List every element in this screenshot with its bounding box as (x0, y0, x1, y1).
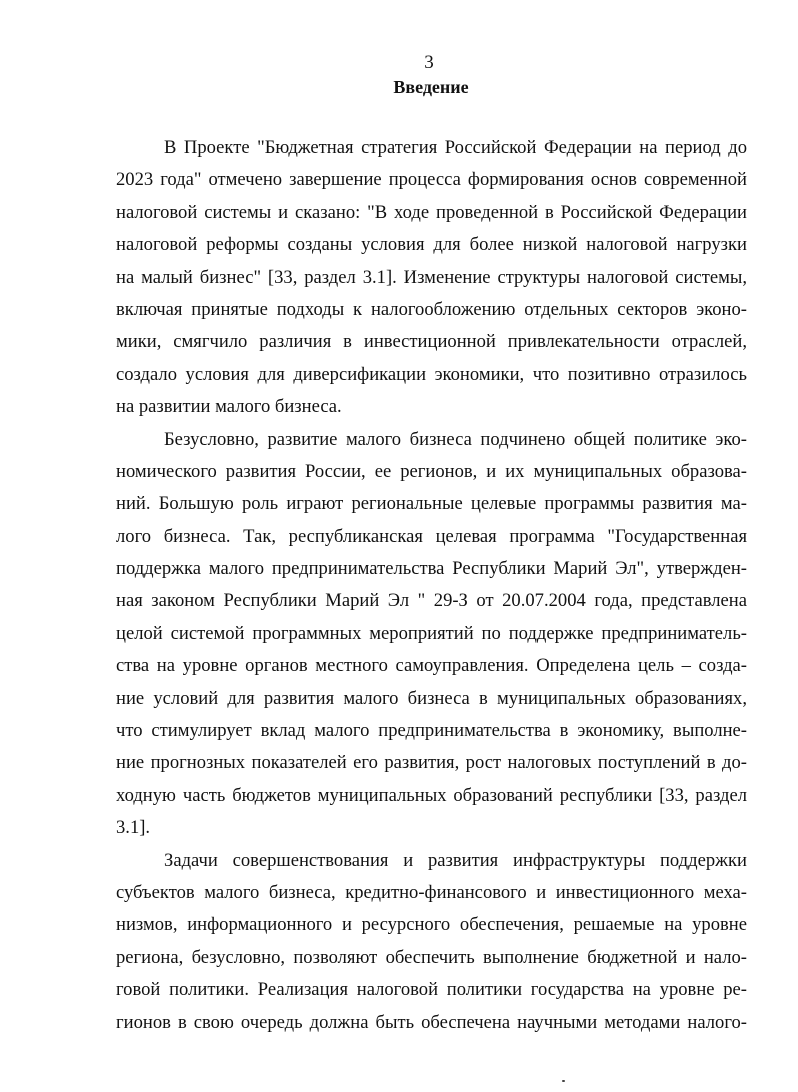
text-line: региона, безусловно, позволяют обеспечить выполнение бюджетной и нало- (116, 946, 747, 968)
text-line: мики, смягчило различия в инвестиционной привлекательности отраслей, (116, 331, 747, 353)
text-line: Безусловно, развитие малого бизнеса подчинено общей политике эко- (164, 428, 747, 450)
section-heading: Введение (393, 77, 469, 97)
text-line: 2023 года" отмечено завершение процесса формирования основ современной (116, 169, 747, 191)
text-line: гионов в свою очередь должна быть обеспечена научными методами налого- (116, 1011, 747, 1033)
text-line: целой системой программных мероприятий по поддержке предприниматель- (116, 622, 747, 644)
text-line: на малый бизнес" [33, раздел 3.1]. Изменение структуры налоговой системы, (116, 266, 747, 288)
text-line: субъектов малого бизнеса, кредитно-финансового и инвестиционного меха- (116, 881, 747, 903)
paragraph-1 (116, 132, 747, 424)
text-line: на развитии малого бизнеса. (116, 396, 342, 418)
text-line: Задачи совершенствования и развития инфраструктуры поддержки (164, 849, 747, 871)
text-line: ства на уровне органов местного самоуправления. Определена цель – созда- (116, 655, 747, 677)
text-line: что стимулирует вклад малого предпринимательства в экономику, выполне- (116, 720, 747, 742)
text-line: говой политики. Реализация налоговой политики государства на уровне ре- (116, 979, 747, 1001)
text-line: В Проекте "Бюджетная стратегия Российской Федерации на период до (164, 137, 747, 158)
text-line: ная законом Республики Марий Эл " 29-З от 20.07.2004 года, представлена (116, 590, 747, 612)
text-line: ние условий для развития малого бизнеса в муниципальных образованиях, (116, 687, 747, 709)
text-line: ходную часть бюджетов муниципальных образований республики [33, раздел (116, 784, 747, 806)
text-line: 3.1]. (116, 817, 151, 839)
text-line: включая принятые подходы к налогообложению отдельных секторов эконо- (116, 298, 747, 320)
scan-speck (562, 1080, 565, 1082)
text-line: поддержка малого предпринимательства Республики Марий Эл", утвержден- (116, 558, 747, 580)
paragraph-3 (116, 845, 747, 1039)
text-line: лого бизнеса. Так, республиканская целевая программа "Государственная (116, 525, 747, 547)
page-number: 3 (424, 52, 434, 73)
body-text (116, 132, 747, 1039)
text-line: ний. Большую роль играют региональные целевые программы развития ма- (116, 493, 747, 515)
text-line: номического развития России, ее регионов, и их муниципальных образова- (116, 460, 747, 482)
text-line: низмов, информационного и ресурсного обеспечения, решаемые на уровне (116, 914, 747, 936)
text-line: налоговой реформы созданы условия для более низкой налоговой нагрузки (116, 234, 747, 256)
text-line: создало условия для диверсификации экономики, что позитивно отразилось (116, 363, 747, 385)
text-line: налоговой системы и сказано: "В ходе проведенной в Российской Федерации (116, 201, 747, 223)
paragraph-2 (116, 424, 747, 845)
text-line: ние прогнозных показателей его развития, рост налоговых поступлений в до- (116, 752, 747, 774)
